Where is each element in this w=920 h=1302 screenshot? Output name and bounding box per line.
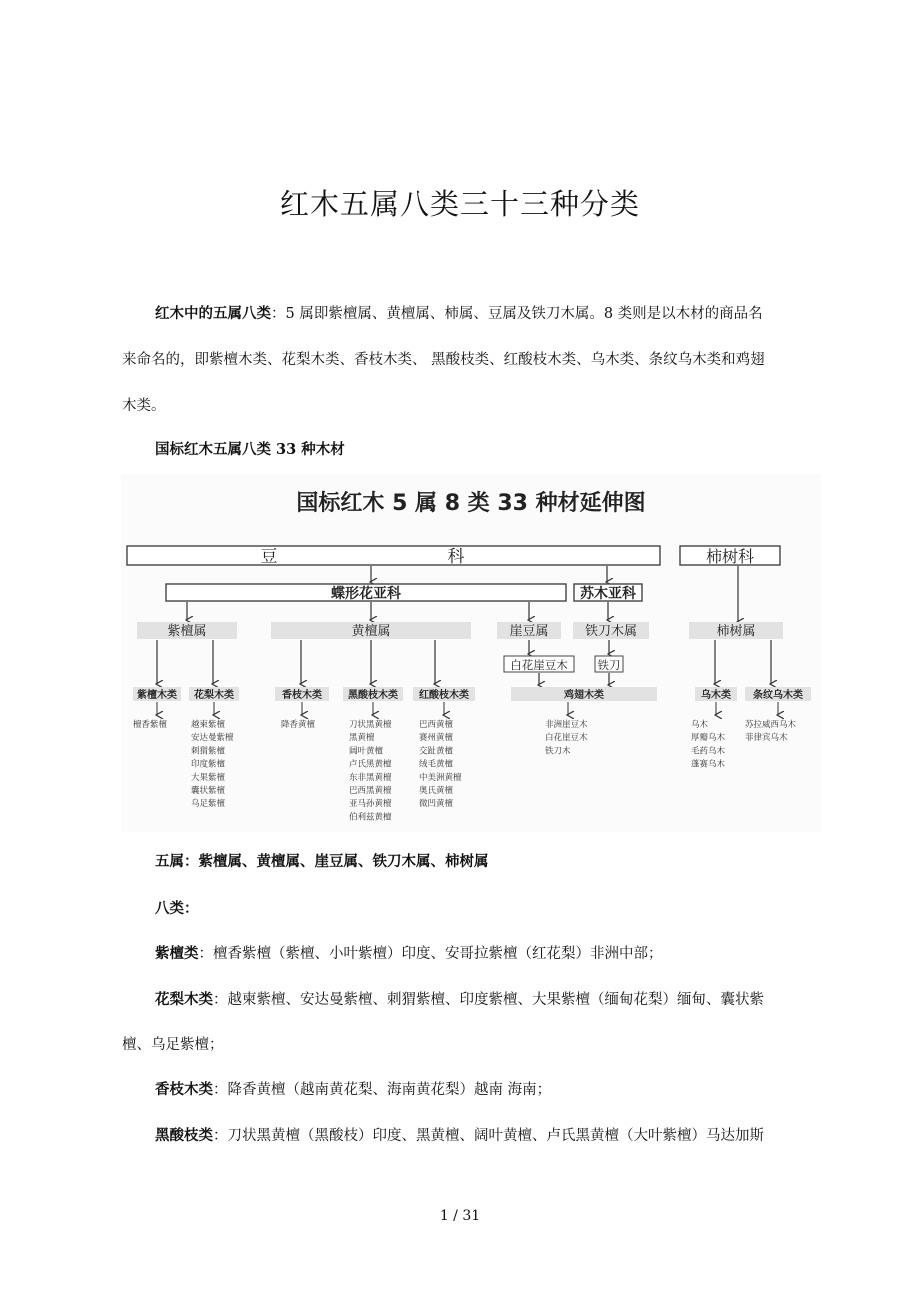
species-heisuanzhi-4: 东非黑黄檀	[349, 772, 392, 783]
class-zitan-text: ：檀香紫檀（紫檀、小叶紫檀）印度、安哥拉紫檀（红花梨）非洲中部；	[198, 946, 663, 962]
page-number: 1 / 31	[439, 1208, 481, 1224]
intro-text-1: ：5 属即紫檀属、黄檀属、柿属、豆属及铁刀木属。8 类则是以木材的商品名	[271, 306, 763, 322]
species-zitanmu-0: 檀香紫檀	[133, 720, 168, 730]
class-zitan-lead: 紫檀类	[155, 945, 199, 962]
class-huali-line-2: 檀、乌足紫檀；	[122, 1037, 224, 1053]
intro-lead: 红木中的五属八类	[155, 305, 271, 322]
family-shi: 柿树科	[705, 547, 755, 566]
species-heisuanzhi-3: 卢氏黑黄檀	[349, 759, 392, 770]
class-wumu: 乌木类	[701, 690, 731, 701]
species-hualimu-3: 印度紫檀	[191, 759, 226, 770]
species-jichimu-0: 非洲崖豆木	[545, 720, 588, 730]
species-heisuanzhi-1: 黑黄檀	[349, 733, 375, 744]
species-wumu-1: 厚瓣乌木	[691, 733, 726, 744]
species-heisuanzhi-6: 亚马孙黄檀	[349, 799, 392, 810]
species-wumu-3: 蓬赛乌木	[691, 759, 726, 770]
species-tiaowenwumu-0: 苏拉威西乌木	[745, 720, 797, 730]
species-heisuanzhi-5: 巴西黑黄檀	[349, 786, 392, 796]
family-dou-left: 豆	[260, 547, 278, 567]
genus-yadou: 崖豆属	[509, 624, 549, 639]
five-genera-text: 紫檀属、黄檀属、崖豆属、铁刀木属、柿树属	[198, 853, 489, 870]
intro-line-2: 来命名的，即紫檀木类、花梨木类、香枝木类、 黑酸枝类、红酸枝木类、乌木类、条纹乌木类和鸡翅	[122, 352, 765, 368]
species-jichimu-2: 铁刀木	[545, 746, 571, 757]
species-hualimu-1: 安达曼紫檀	[191, 733, 234, 744]
genus-huangtan: 黄檀属	[351, 624, 391, 639]
figure-caption: 国标红木五属八类 33 种木材	[155, 441, 345, 458]
genus-tiedaomu: 铁刀木属	[584, 624, 638, 639]
species-heisuanzhi-0: 刀状黑黄檀	[349, 720, 392, 730]
class-heisuan-text: ：刀状黑黄檀（黑酸枝）印度、黑黄檀、阔叶黄檀、卢氏黑黄檀（大叶紫檀）马达加斯	[213, 1128, 764, 1144]
subgenus-tiedao: 铁刀	[597, 658, 621, 672]
species-hongsuanzhi-1: 赛州黄檀	[419, 733, 454, 744]
species-hualimu-0: 越柬紫檀	[191, 720, 226, 730]
species-wumu-0: 乌木	[691, 720, 709, 730]
species-lists	[133, 719, 797, 822]
class-huali-text: ：越柬紫檀、安达曼紫檀、刺猬紫檀、印度紫檀、大果紫檀（缅甸花梨）缅甸、囊状紫	[213, 992, 764, 1008]
class-heisuan-line	[155, 1126, 764, 1146]
family-dou-right: 科	[447, 547, 465, 567]
species-hongsuanzhi-5: 奥氏黄檀	[419, 786, 454, 796]
species-hualimu-5: 囊状紫檀	[191, 786, 226, 796]
subfamily-dieh: 蝶形花亚科	[331, 586, 401, 602]
class-xiangzhi-line	[155, 1080, 551, 1100]
species-hongsuanzhi-4: 中美洲黄檀	[419, 772, 462, 783]
species-hongsuanzhi-2: 交趾黄檀	[419, 746, 454, 757]
intro-line-3: 木类。	[122, 398, 166, 414]
class-heisuan-lead: 黑酸枝类	[155, 1127, 213, 1144]
five-genera-line	[155, 852, 489, 872]
genus-zitan: 紫檀属	[167, 624, 207, 639]
species-hongsuanzhi-3: 绒毛黄檀	[419, 759, 454, 770]
class-heisuanzhi: 黑酸枝木类	[348, 690, 398, 701]
class-zitan-line	[155, 944, 663, 964]
five-genera-lead: 五属：	[155, 853, 199, 870]
species-wumu-2: 毛药乌木	[691, 746, 726, 757]
species-hongsuanzhi-0: 巴西黄檀	[419, 720, 454, 730]
classification-diagram	[121, 474, 821, 832]
class-tiaowenwumu: 条纹乌木类	[753, 690, 803, 701]
species-hualimu-4: 大果紫檀	[191, 772, 226, 783]
intro-line-1	[155, 304, 763, 324]
species-xiangzhimu-0: 降香黄檀	[281, 720, 316, 730]
class-xiangzhi-lead: 香枝木类	[155, 1081, 213, 1098]
species-jichimu-1: 白花崖豆木	[545, 733, 588, 744]
class-xiangzhi-text: ：降香黄檀（越南黄花梨、海南黄花梨）越南 海南；	[213, 1082, 552, 1098]
class-huali-line	[155, 990, 764, 1010]
eight-classes-lead: 八类：	[155, 900, 199, 917]
class-zitanmu: 紫檀木类	[137, 690, 177, 701]
species-hualimu-6: 乌足紫檀	[191, 799, 226, 810]
genus-shishu: 柿树属	[716, 624, 756, 639]
family-dou-box	[127, 546, 660, 565]
subfamily-sumu: 苏木亚科	[580, 586, 636, 602]
class-hongsuanzhi: 红酸枝木类	[419, 690, 469, 701]
species-hongsuanzhi-6: 微凹黄檀	[419, 799, 454, 810]
class-xiangzhimu: 香枝木类	[282, 690, 322, 701]
class-hualimu: 花梨木类	[194, 690, 234, 701]
page-title: 红木五属八类三十三种分类	[279, 187, 640, 221]
subgenus-baihua: 白花崖豆木	[510, 658, 568, 672]
diagram-title: 国标红木 5 属 8 类 33 种材延伸图	[296, 491, 646, 516]
species-heisuanzhi-7: 伯利兹黄檀	[349, 812, 392, 823]
class-huali-lead: 花梨木类	[155, 991, 213, 1008]
class-jichimu: 鸡翅木类	[564, 690, 604, 701]
species-tiaowenwumu-1: 菲律宾乌木	[745, 733, 788, 744]
species-hualimu-2: 刺猬紫檀	[191, 746, 226, 757]
species-heisuanzhi-2: 阔叶黄檀	[349, 746, 384, 757]
